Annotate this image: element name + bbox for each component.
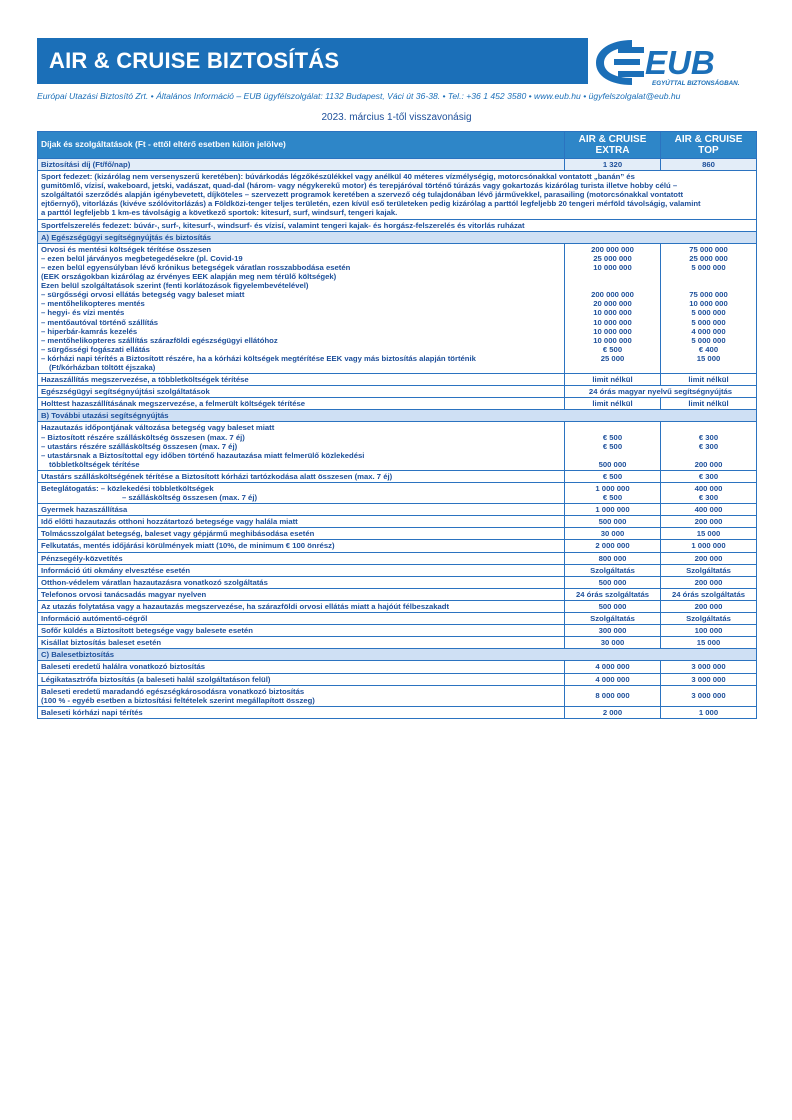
row-top: 200 000 <box>661 576 757 588</box>
equipment-cover-row <box>38 219 757 231</box>
row-label: Információ úti okmány elvesztése esetén <box>38 564 565 576</box>
row-top: 100 000 <box>661 625 757 637</box>
row-top: 3 000 000 <box>661 685 757 706</box>
row-top: 200 000 <box>661 552 757 564</box>
table-row <box>38 470 757 482</box>
row-label: Kisállat biztosítás baleset esetén <box>38 637 565 649</box>
row-span-value: 24 órás magyar nyelvű segítségnyújtás <box>565 386 757 398</box>
table-row <box>38 528 757 540</box>
table-row <box>38 625 757 637</box>
row-extra: 2 000 <box>565 706 661 718</box>
section-a-title: A) Egészségügyi segítségnyújtás és biztosítás <box>38 231 757 243</box>
table-row <box>38 398 757 410</box>
disability-row <box>38 685 757 706</box>
row-label: Tolmácsszolgálat betegség, baleset vagy gépjármű meghibásodása esetén <box>38 528 565 540</box>
table-row <box>38 576 757 588</box>
row-top: 400 000 <box>661 504 757 516</box>
row-extra: limit nélkül <box>565 398 661 410</box>
trip-change-extra: € 500 € 500 500 000 <box>565 422 661 470</box>
row-label: Információ autómentő-cégről <box>38 613 565 625</box>
row-label: Pénzsegély-közvetítés <box>38 552 565 564</box>
row-label: Egészségügyi segítségnyújtási szolgáltatások <box>38 386 565 398</box>
section-b-header <box>38 410 757 422</box>
section-a-header <box>38 231 757 243</box>
contact-line: Európai Utazási Biztosító Zrt. • Általános Információ – EUB ügyfélszolgálat: 1132 Budapest, Váci út 36-38. • Tel.: +36 1 452 3580 • www.eub.hu • ügyfelszolgalat@eub.hu <box>37 91 681 101</box>
table-row <box>38 706 757 718</box>
row-top: 24 órás szolgáltatás <box>661 588 757 600</box>
row-extra: € 500 <box>565 470 661 482</box>
sport-cover-text: Sport fedezet: (kizárólag nem versenyszerű keretében): búvárkodás légzőkészülékkel vagy anélkül 40 méteres vízmélységig, motorcsónakkal vontatott „banán” és gumitömlő, vízisí, wakeboard, jetski, vadászat, quad-dal (három- vagy négykerekű motor) és terepjáróval történő túrázás vagy gokartozás kizárólag turista illetve hobby célú – szolgáltatói szerződés alapján igénybevetett, díjköteles – szervezett programok keretében a szervező cég tulajdonában lévő járművekkel, parasailing (motorcsónakkal vontatott ejtőernyő), vitorlázás (kivéve szólóvitorlázás) a Földközi-tenger teljes területén, ezen kívül eső területeken pedig kizárólag a parttól legfeljebb 20 tengeri mérföld távolságig, valamint a parttól legfeljebb 1 km-es távolságig a következő sportok: kitesurf, surf, windsurf, tengeri kajak. <box>38 171 757 219</box>
row-top: limit nélkül <box>661 398 757 410</box>
row-extra: 1 000 000 <box>565 504 661 516</box>
header-extra: AIR & CRUISE EXTRA <box>565 132 661 159</box>
row-extra: Szolgáltatás <box>565 564 661 576</box>
row-label: Otthon-védelem váratlan hazautazásra vonatkozó szolgáltatás <box>38 576 565 588</box>
table-header-row <box>38 132 757 159</box>
row-extra: 500 000 <box>565 516 661 528</box>
table-row <box>38 600 757 612</box>
header-top: AIR & CRUISE TOP <box>661 132 757 159</box>
row-extra: 4 000 000 <box>565 661 661 673</box>
medical-extra-values: 200 000 000 25 000 000 10 000 000 200 000 000 20 000 000 10 000 000 10 000 000 10 000 000 10 000 000 € 500 25 000 <box>565 243 661 373</box>
table-row <box>38 673 757 685</box>
row-label: Idő előtti hazautazás otthoni hozzátartozó betegsége vagy halála miatt <box>38 516 565 528</box>
table-row <box>38 374 757 386</box>
row-top: 1 000 <box>661 706 757 718</box>
row-label: Holttest hazaszállításának megszervezése, a felmerült költségek térítése <box>38 398 565 410</box>
eub-logo <box>588 34 760 90</box>
row-extra: Szolgáltatás <box>565 613 661 625</box>
row-extra: 500 000 <box>565 600 661 612</box>
trip-change-row <box>38 422 757 470</box>
section-b-title: B) További utazási segítségnyújtás <box>38 410 757 422</box>
equipment-cover-text: Sportfelszerelés fedezet: búvár-, surf-, kitesurf-, windsurf- és vízisí, valamint tengeri kajak- és horgász-felszerelés és vitorlás ruházat <box>38 219 757 231</box>
header-label: Díjak és szolgáltatások (Ft - ettől eltérő esetben külön jelölve) <box>38 132 565 159</box>
row-label: Felkutatás, mentés időjárási körülmények miatt (10%, de minimum € 100 önrész) <box>38 540 565 552</box>
row-label: Baleseti kórházi napi térítés <box>38 706 565 718</box>
row-top: 1 000 000 <box>661 540 757 552</box>
premium-row <box>38 159 757 171</box>
row-top: 3 000 000 <box>661 661 757 673</box>
row-label: Gyermek hazaszállítása <box>38 504 565 516</box>
row-top: Szolgáltatás <box>661 564 757 576</box>
table-row <box>38 386 757 398</box>
table-row <box>38 504 757 516</box>
validity-date: 2023. március 1-től visszavonásig <box>321 112 472 123</box>
table-row <box>38 564 757 576</box>
row-top: 200 000 <box>661 600 757 612</box>
table-row <box>38 540 757 552</box>
trip-change-labels: Hazautazás időpontjának változása betegség vagy baleset miatt – Biztosított részére szállásköltség összesen (max. 7 éj) – utastárs részére szállásköltség összesen (max. 7 éj) – utastársnak a Biztosítottal egy időben történő hazautazása miatt felmerülő közlekedési többletköltségek térítése <box>38 422 565 470</box>
row-extra: 500 000 <box>565 576 661 588</box>
trip-change-top: € 300 € 300 200 000 <box>661 422 757 470</box>
row-top: € 300 <box>661 470 757 482</box>
visit-extra: 1 000 000 € 500 <box>565 483 661 504</box>
row-extra: 800 000 <box>565 552 661 564</box>
row-extra: 8 000 000 <box>565 685 661 706</box>
premium-label: Biztosítási díj (Ft/fő/nap) <box>38 159 565 171</box>
row-extra: 24 órás szolgáltatás <box>565 588 661 600</box>
row-extra: 30 000 <box>565 528 661 540</box>
visit-row <box>38 483 757 504</box>
row-extra: limit nélkül <box>565 374 661 386</box>
row-extra: 300 000 <box>565 625 661 637</box>
row-top: 15 000 <box>661 637 757 649</box>
table-row <box>38 613 757 625</box>
medical-costs-row <box>38 243 757 373</box>
row-extra: 4 000 000 <box>565 673 661 685</box>
medical-labels: Orvosi és mentési költségek térítése összesen – ezen belül járványos megbetegedésekre (pl. Covid-19 – ezen belül egyensúlyban lévő krónikus betegségek váratlan rosszabbodása esetén (EEK országokban kizárólag az érvényes EEK alapján meg nem térülő költségek) Ezen belül szolgáltatások szerint (fenti korlátozások figyelembevételével) – sürgősségi orvosi ellátás betegség vagy baleset miatt – mentőhelikopteres mentés – hegyi- és vízi mentés – mentőautóval történő szállítás – hiperbár-kamrás kezelés – mentőhelikopteres szállítás szárazföldi egészségügyi ellátóhoz – sürgősségi fogászati ellátás – kórházi napi térítés a Biztosított részére, ha a kórházi költségek megtérítése EEK vagy más biztosítás alapján történik (Ft/kórházban töltött éjszaka) <box>38 243 565 373</box>
table-row <box>38 552 757 564</box>
table-row <box>38 588 757 600</box>
section-c-title: C) Balesetbiztosítás <box>38 649 757 661</box>
row-extra: 2 000 000 <box>565 540 661 552</box>
benefits-table <box>37 131 757 719</box>
section-c-header <box>38 649 757 661</box>
row-label: Baleseti eredetű halálra vonatkozó biztosítás <box>38 661 565 673</box>
logo-tagline: EGYÚTTAL BIZTONSÁGBAN. <box>652 80 740 87</box>
row-label: Sofőr küldés a Biztosított betegsége vagy balesete esetén <box>38 625 565 637</box>
table-row <box>38 661 757 673</box>
row-top: Szolgáltatás <box>661 613 757 625</box>
row-extra: 30 000 <box>565 637 661 649</box>
row-label: Hazaszállítás megszervezése, a többletköltségek térítése <box>38 374 565 386</box>
disability-labels: Baleseti eredetű maradandó egészségkárosodásra vonatkozó biztosítás (100 % - egyéb esetben a biztosítási feltételek szerint megállapított összeg) <box>38 685 565 706</box>
row-label: Légikatasztrófa biztosítás (a baleseti halál szolgáltatáson felül) <box>38 673 565 685</box>
table-row <box>38 637 757 649</box>
row-top: limit nélkül <box>661 374 757 386</box>
row-label: Az utazás folytatása vagy a hazautazás megszervezése, ha szárazföldi orvosi ellátás miatt a hajóút félbeszakadt <box>38 600 565 612</box>
table-row <box>38 516 757 528</box>
row-top: 200 000 <box>661 516 757 528</box>
visit-top: 400 000 € 300 <box>661 483 757 504</box>
row-top: 15 000 <box>661 528 757 540</box>
premium-top: 860 <box>661 159 757 171</box>
medical-top-values: 75 000 000 25 000 000 5 000 000 75 000 000 10 000 000 5 000 000 5 000 000 4 000 000 5 000 000 € 400 15 000 <box>661 243 757 373</box>
row-top: 3 000 000 <box>661 673 757 685</box>
logo-wordmark: EUB <box>645 44 715 81</box>
row-label: Utastárs szállásköltségének térítése a Biztosított kórházi tartózkodása alatt összesen (max. 7 éj) <box>38 470 565 482</box>
page-title: AIR & CRUISE BIZTOSÍTÁS <box>49 48 340 73</box>
row-label: Telefonos orvosi tanácsadás magyar nyelven <box>38 588 565 600</box>
sport-cover-row <box>38 171 757 219</box>
premium-extra: 1 320 <box>565 159 661 171</box>
visit-labels: Beteglátogatás: – közlekedési többletköltségek – szállásköltség összesen (max. 7 éj) <box>38 483 565 504</box>
